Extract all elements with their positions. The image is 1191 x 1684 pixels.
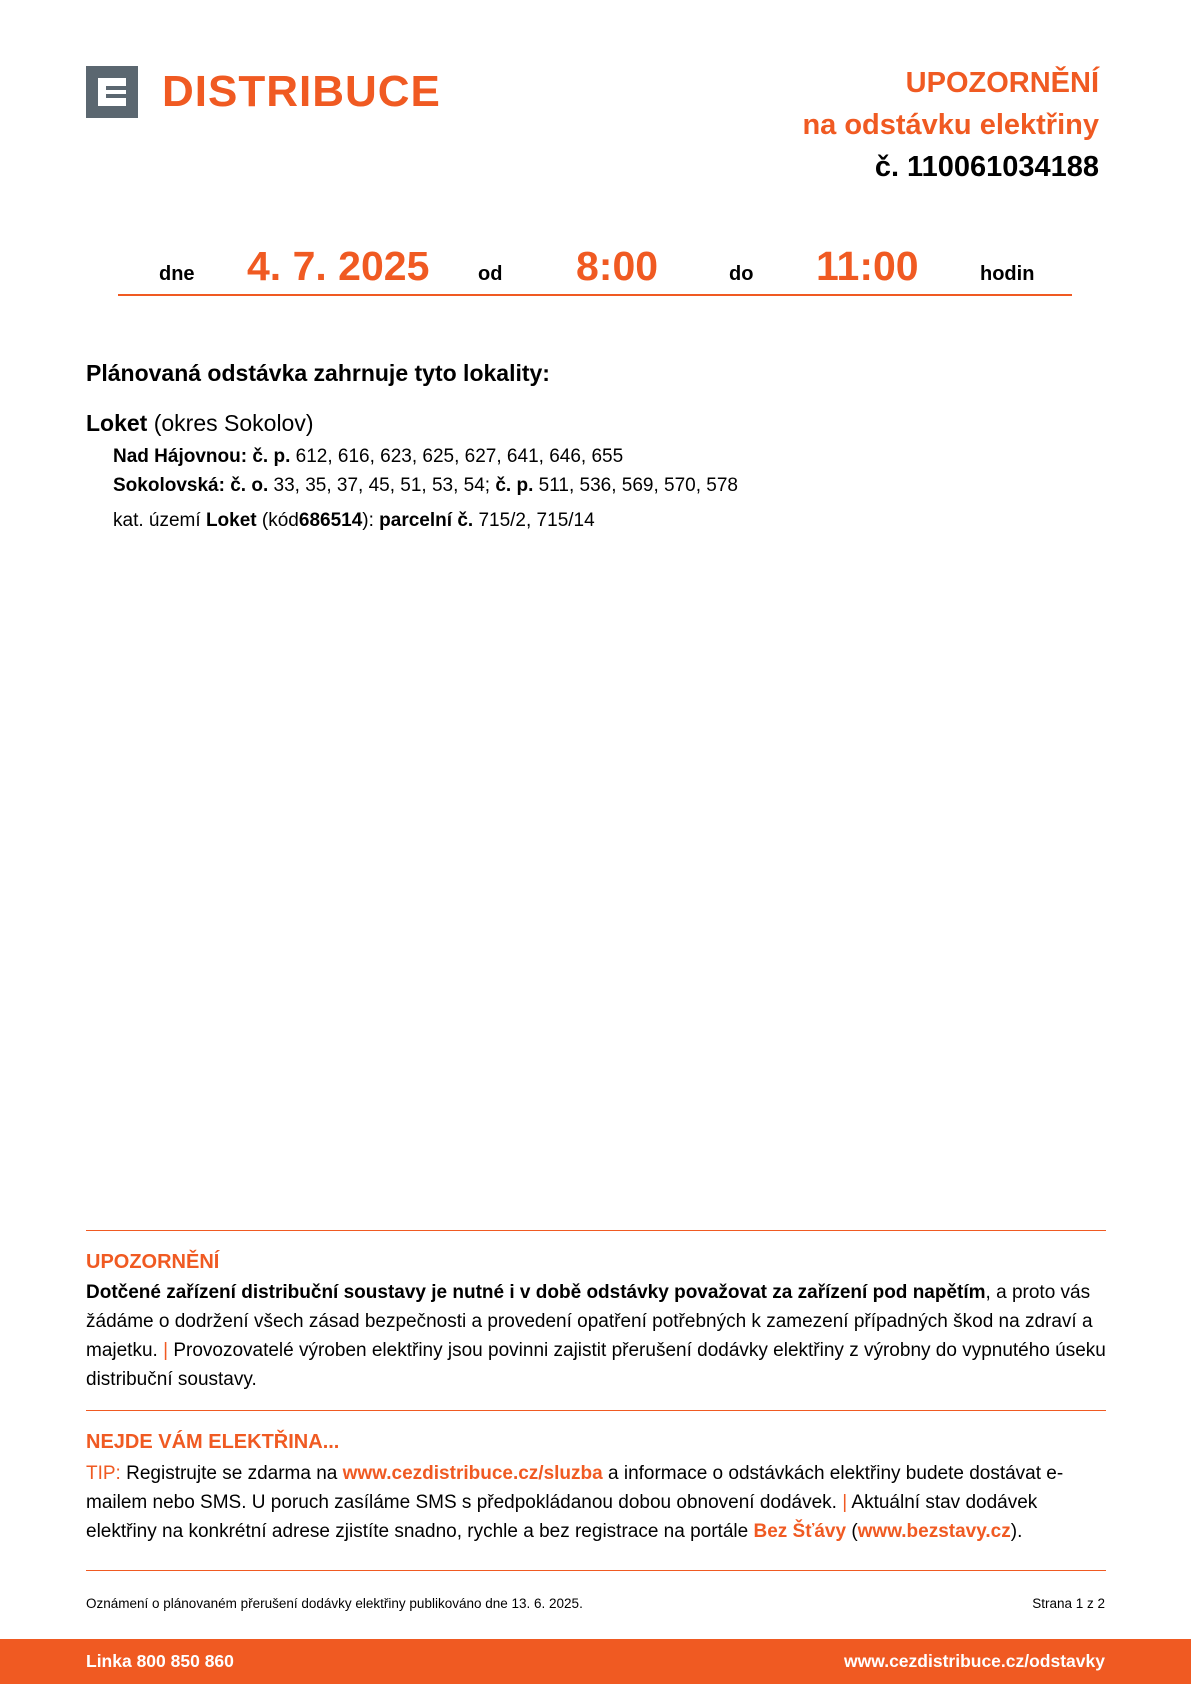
- date-label: dne: [159, 263, 195, 285]
- cadastre-line: kat. území Loket (kód686514): parcelní č. 715/2, 715/14: [113, 510, 595, 531]
- end-time: 11:00: [816, 243, 919, 289]
- hours-label: hodin: [980, 263, 1035, 285]
- notice-number: č. 110061034188: [874, 151, 1099, 183]
- from-label: od: [478, 263, 503, 285]
- tip-text: TIP: Registrujte se zdarma na www.cezdistribuce.cz/sluzba a informace o odstávkách elektřiny budete dostávat e-mailem nebo SMS. U poruch zasíláme SMS s předpokládanou dobou obnovení dodávek. | Aktuální stav dodávek elektřiny na konkrétní adrese zjistíte snadno, rychle a bez registrace na portále Bez Šťávy (www.bezstavy.cz).: [86, 1463, 1064, 1542]
- page-number: Strana 1 z 2: [1032, 1596, 1105, 1611]
- outages-link[interactable]: www.cezdistribuce.cz/odstavky: [844, 1651, 1105, 1671]
- street-line: Sokolovská: č. o. 33, 35, 37, 45, 51, 53, 54; č. p. 511, 536, 569, 570, 578: [113, 475, 738, 496]
- bezstavy-link[interactable]: www.bezstavy.cz: [857, 1521, 1011, 1542]
- district: (okres Sokolov): [153, 410, 314, 436]
- locations-heading: Plánovaná odstávka zahrnuje tyto lokality:: [86, 360, 550, 386]
- cez-logo-icon: [86, 66, 138, 118]
- title-line-1: UPOZORNĚNÍ: [905, 67, 1099, 99]
- divider: [86, 1570, 1106, 1571]
- warning-text: Dotčené zařízení distribuční soustavy je nutné i v době odstávky považovat za zařízení pod napětím, a proto vás žádáme o dodržení všech zásad bezpečnosti a provedení opatření potřebných k zamezení případných škod na zdraví a majetku. | Provozovatelé výroben elektřiny jsou povinni zajistit přerušení dodávky elektřiny z výrobny do vypnutého úseku distribuční soustavy.: [86, 1282, 1106, 1390]
- divider: [86, 1230, 1106, 1231]
- tip-title: NEJDE VÁM ELEKTŘINA...: [86, 1431, 340, 1453]
- logo-text: DISTRIBUCE: [162, 67, 441, 116]
- town-name: Loket: [86, 410, 148, 436]
- title-line-2: na odstávku elektřiny: [802, 109, 1099, 141]
- document-title: [802, 62, 1099, 188]
- logo: [86, 66, 441, 118]
- street-line: Nad Hájovnou: č. p. 612, 616, 623, 625, 627, 641, 646, 655: [113, 446, 624, 467]
- to-label: do: [729, 263, 754, 285]
- hotline[interactable]: Linka 800 850 860: [86, 1651, 234, 1671]
- bez-stavy-brand: Bez Šťávy: [753, 1521, 847, 1542]
- footer-bar: [0, 1639, 1191, 1684]
- town: [86, 410, 314, 437]
- divider: [86, 1410, 1106, 1411]
- schedule-row: [118, 240, 1072, 296]
- service-link[interactable]: www.cezdistribuce.cz/sluzba: [342, 1463, 603, 1484]
- warning-title: UPOZORNĚNÍ: [86, 1251, 220, 1273]
- outage-date: 4. 7. 2025: [247, 243, 430, 289]
- published-note: Oznámení o plánovaném přerušení dodávky elektřiny publikováno dne 13. 6. 2025.: [86, 1596, 583, 1611]
- start-time: 8:00: [576, 243, 659, 289]
